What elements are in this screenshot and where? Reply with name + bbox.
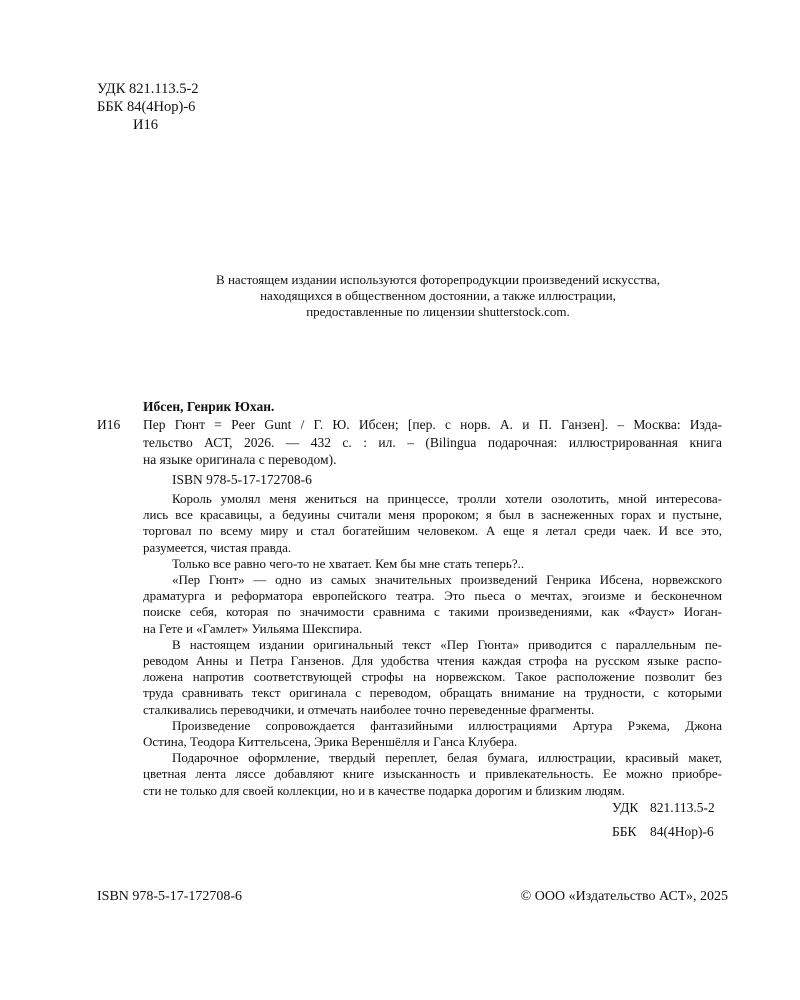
annotation-line: «Пер Гюнт» — одно из самых значительных произведений Генрика Ибсена, норвежского [172, 572, 722, 588]
bbk-label: ББК [612, 824, 637, 839]
annotation-line: поиске себя, которая по значимости сравнима с такими произведениями, как «Фауст» Иоган- [143, 604, 722, 620]
annotation-line: Только все равно чего-то не хватает. Кем бы мне стать теперь?.. [172, 555, 525, 571]
udk-row [612, 798, 715, 822]
annotation-line: труда сравнивать текст оригинала с переводом, обращать внимание на трудности, с которыми [143, 685, 722, 701]
udk-value: 821.113.5-2 [650, 800, 715, 815]
annotation-line: ложена напротив соответствующей строфы на норвежском. Такое расположение позволит без [143, 669, 722, 685]
annotation-line: Произведение сопровождается фантазийными иллюстрациями Артура Рэкема, Джона [172, 717, 722, 733]
top-classification-codes [97, 80, 199, 134]
bbk-code: ББК 84(4Нор)-6 [97, 99, 196, 115]
annotation-line: В настоящем издании оригинальный текст «Пер Гюнта» приводится с параллельным пе- [172, 636, 722, 652]
annotation-line: драматурга и реформатора европейского театра. Это пьеса о мечтах, эгоизме и бесконечном [143, 588, 722, 604]
record-body [97, 416, 722, 469]
annotation-line: сти не только для своей коллекции, но и в качестве подарка дорогим и близким людям. [143, 782, 625, 798]
notice-line: предоставленные по лицензии shutterstock.com. [306, 304, 570, 320]
annotation-line: на Гете и «Гамлет» Уильяма Шекспира. [143, 620, 363, 636]
bottom-classification-codes [612, 798, 715, 846]
author-heading: Ибсен, Генрик Юхан. [143, 399, 275, 414]
record-line: Пер Гюнт = Peer Gunt / Г. Ю. Ибсен; [пер. с норв. А. и П. Ганзен]. – Москва: Изда- [143, 417, 722, 432]
bbk-row [612, 822, 715, 846]
footer-isbn: ISBN 978-5-17-172708-6 [97, 889, 243, 904]
annotation-line: разумеется, чистая правда. [143, 539, 292, 555]
copyright-notice: © ООО «Издательство АСТ», 2025 [520, 889, 728, 904]
annotation-line: лись все красавицы, а бедуины считали меня пророком; я был в заснеженных горах и пустыне, [143, 507, 722, 523]
annotation-line: Остина, Теодора Киттельсена, Эрика Вереншёлля и Ганса Клубера. [143, 734, 518, 750]
annotation-line: Подарочное оформление, твердый переплет, белая бумага, иллюстрации, красивый макет, [172, 750, 722, 766]
annotation-line: Король умолял меня жениться на принцессе, тролли хотели озолотить, мной интересова- [172, 491, 722, 506]
annotation-line: реводом Анны и Петра Ганзенов. Для удобства чтения каждая строфа на русском языке распо- [143, 653, 722, 669]
annotation-line: цветная лента ляссе добавляют книге изысканность и привлекательность. Ее можно приобре- [143, 766, 722, 782]
bbk-value: 84(4Нор)-6 [650, 824, 714, 839]
record-line: на языке оригинала с переводом). [143, 452, 337, 468]
annotation-line: торговал по всему миру и стал богатейшим человеком. А еще я летал среди чаек. И все это, [143, 523, 722, 539]
notice-line: находящихся в общественном достоянии, а также иллюстрации, [260, 288, 616, 304]
record-line: тельство АСТ, 2026. — 432 с. : ил. – (Bilingua подарочная: иллюстрированная книга [143, 434, 722, 450]
udk-code: УДК 821.113.5-2 [97, 81, 199, 97]
record-isbn: ISBN 978-5-17-172708-6 [172, 471, 312, 487]
udk-label: УДК [612, 800, 639, 815]
bibliographic-record [97, 397, 722, 490]
annotation-line: сталкивались переводчики, и отмечать наиболее точно переведенные фрагменты. [143, 701, 595, 717]
image-rights-notice [143, 272, 733, 321]
annotation [143, 491, 722, 799]
record-author-mark: И16 [97, 417, 121, 432]
author-mark: И16 [133, 117, 158, 133]
notice-line: В настоящем издании используются фоторепродукции произведений искусства, [216, 272, 660, 287]
